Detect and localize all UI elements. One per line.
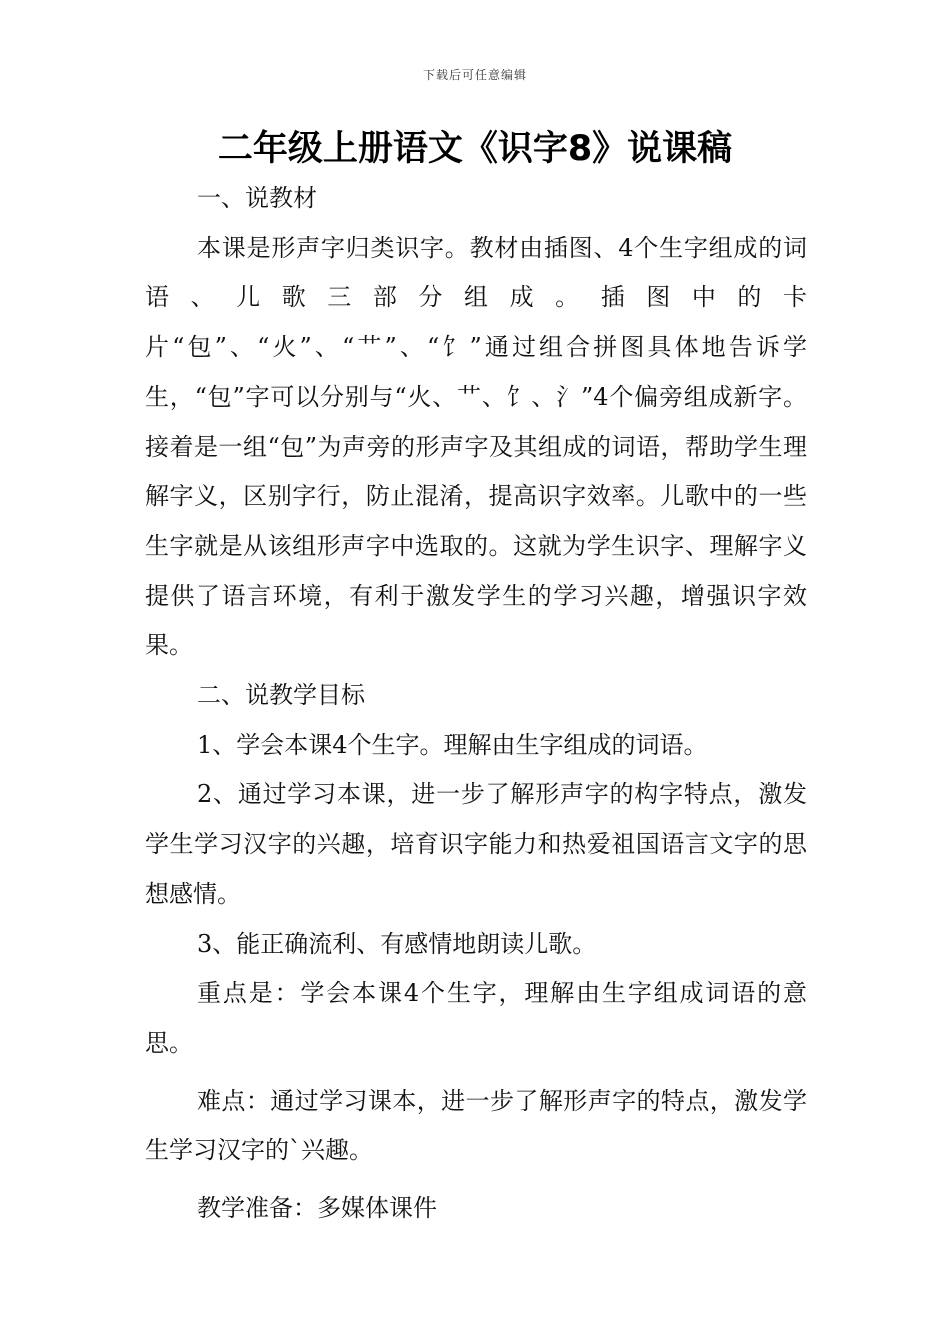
paragraph-textbook-description: 本课是形声字归类识字。教材由插图、4个生字组成的词语、儿歌三部分组成。插图中的卡片“包”、“火”、“艹”、“饣”通过组合拼图具体地告诉学生，“包”字可以分别与“火、艹、饣、氵”4个偏旁组成新字。接着是一组“包”为声旁的形声字及其组成的词语，帮助学生理解字义，区别字行，防止混淆，提高识字效率。儿歌中的一些生字就是从该组形声字中选取的。这就为学生识字、理解字义提供了语言环境，有利于激发学生的学习兴趣，增强识字效果。	[145, 233, 807, 660]
objective-item-3: 3、能正确流利、有感情地朗读儿歌。	[197, 929, 597, 958]
document-body	[145, 174, 807, 1234]
page-title: 二年级上册语文《识字8》说课稿	[217, 129, 733, 169]
section-heading-textbook: 一、说教材	[197, 184, 317, 212]
objective-item-2: 2、通过学习本课，进一步了解形声字的构字特点，激发学生学习汉字的兴趣，培育识字能力和热爱祖国语言文字的思想感情。	[145, 780, 807, 908]
key-point-paragraph: 重点是：学会本课4个生字，理解由生字组成词语的意思。	[145, 979, 807, 1057]
difficult-point-paragraph: 难点：通过学习课本，进一步了解形声字的特点，激发学生学习汉字的`兴趣。	[145, 1086, 807, 1165]
header-note: 下载后可任意编辑	[422, 68, 527, 82]
objective-item-1: 1、学会本课4个生字。理解由生字组成的词语。	[197, 730, 708, 759]
section-heading-objectives: 二、说教学目标	[197, 681, 365, 710]
teaching-preparation-paragraph: 教学准备：多媒体课件	[197, 1194, 437, 1223]
